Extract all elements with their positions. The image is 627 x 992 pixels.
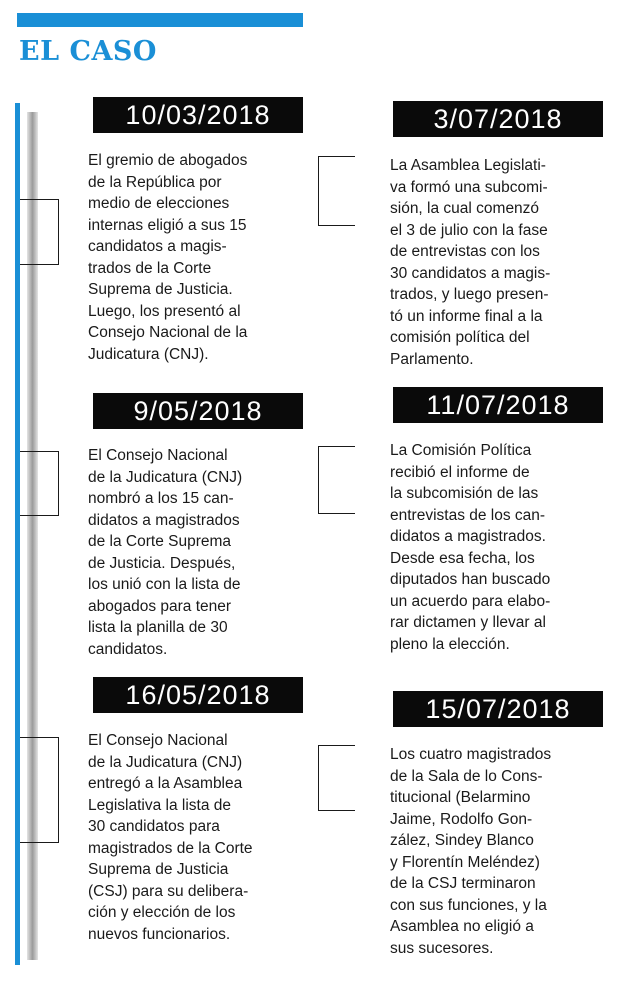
- event-connector: [318, 446, 355, 514]
- event-date-9-05-2018: 9/05/2018: [93, 393, 303, 429]
- page-title: EL CASO: [19, 36, 157, 67]
- event-date-16-05-2018: 16/05/2018: [93, 677, 303, 713]
- event-description: Los cuatro magistrados de la Sala de lo Cons- titucional (Belarmino Jaime, Rodolfo Gon- zález, Sindey Blanco y Florentín Meléndez) de la CSJ terminaron con sus funciones, y la Asamblea no eligió a sus sucesores.: [390, 746, 552, 957]
- event-date-15-07-2018: 15/07/2018: [393, 691, 603, 727]
- event-description: La Comisión Política recibió el informe de la subcomisión de las entrevistas de los can- didatos a magistrados. Desde esa fecha, los diputados han buscado un acuerdo para elabo- rar dictamen y llevar al pleno la elección.: [390, 442, 551, 653]
- event-date-10-03-2018: 10/03/2018: [93, 97, 303, 133]
- event-description: La Asamblea Legislati- va formó una subcomi- sión, la cual comenzó el 3 de julio con la fase de entrevistas con los 30 candidatos a magis- trados, y luego presen- tó un informe final a la comisión política del Parlamento.: [390, 157, 551, 368]
- event-connector: [20, 737, 59, 843]
- event-connector: [318, 745, 355, 811]
- header-accent-bar: [17, 13, 303, 27]
- event-description: El gremio de abogados de la República por medio de elecciones internas eligió a sus 15 candidatos a magis- trados de la Corte Suprema de Justicia. Luego, los presentó al Consejo Nacional de la Judicatura (CNJ).: [88, 152, 248, 363]
- event-description: El Consejo Nacional de la Judicatura (CNJ) nombró a los 15 can- didatos a magistrados de la Corte Suprema de Justicia. Después, los unió con la lista de abogados para tener lista la planilla de 30 candidatos.: [88, 447, 243, 658]
- event-connector: [318, 156, 355, 226]
- event-connector: [20, 199, 59, 265]
- event-description: El Consejo Nacional de la Judicatura (CNJ) entregó a la Asamblea Legislativa la lista de 30 candidatos para magistrados de la Corte Suprema de Justicia (CSJ) para su delibera- ción y elección de los nuevos funcionarios.: [88, 732, 253, 943]
- event-connector: [20, 451, 59, 516]
- event-date-11-07-2018: 11/07/2018: [393, 387, 603, 423]
- event-date-3-07-2018: 3/07/2018: [393, 101, 603, 137]
